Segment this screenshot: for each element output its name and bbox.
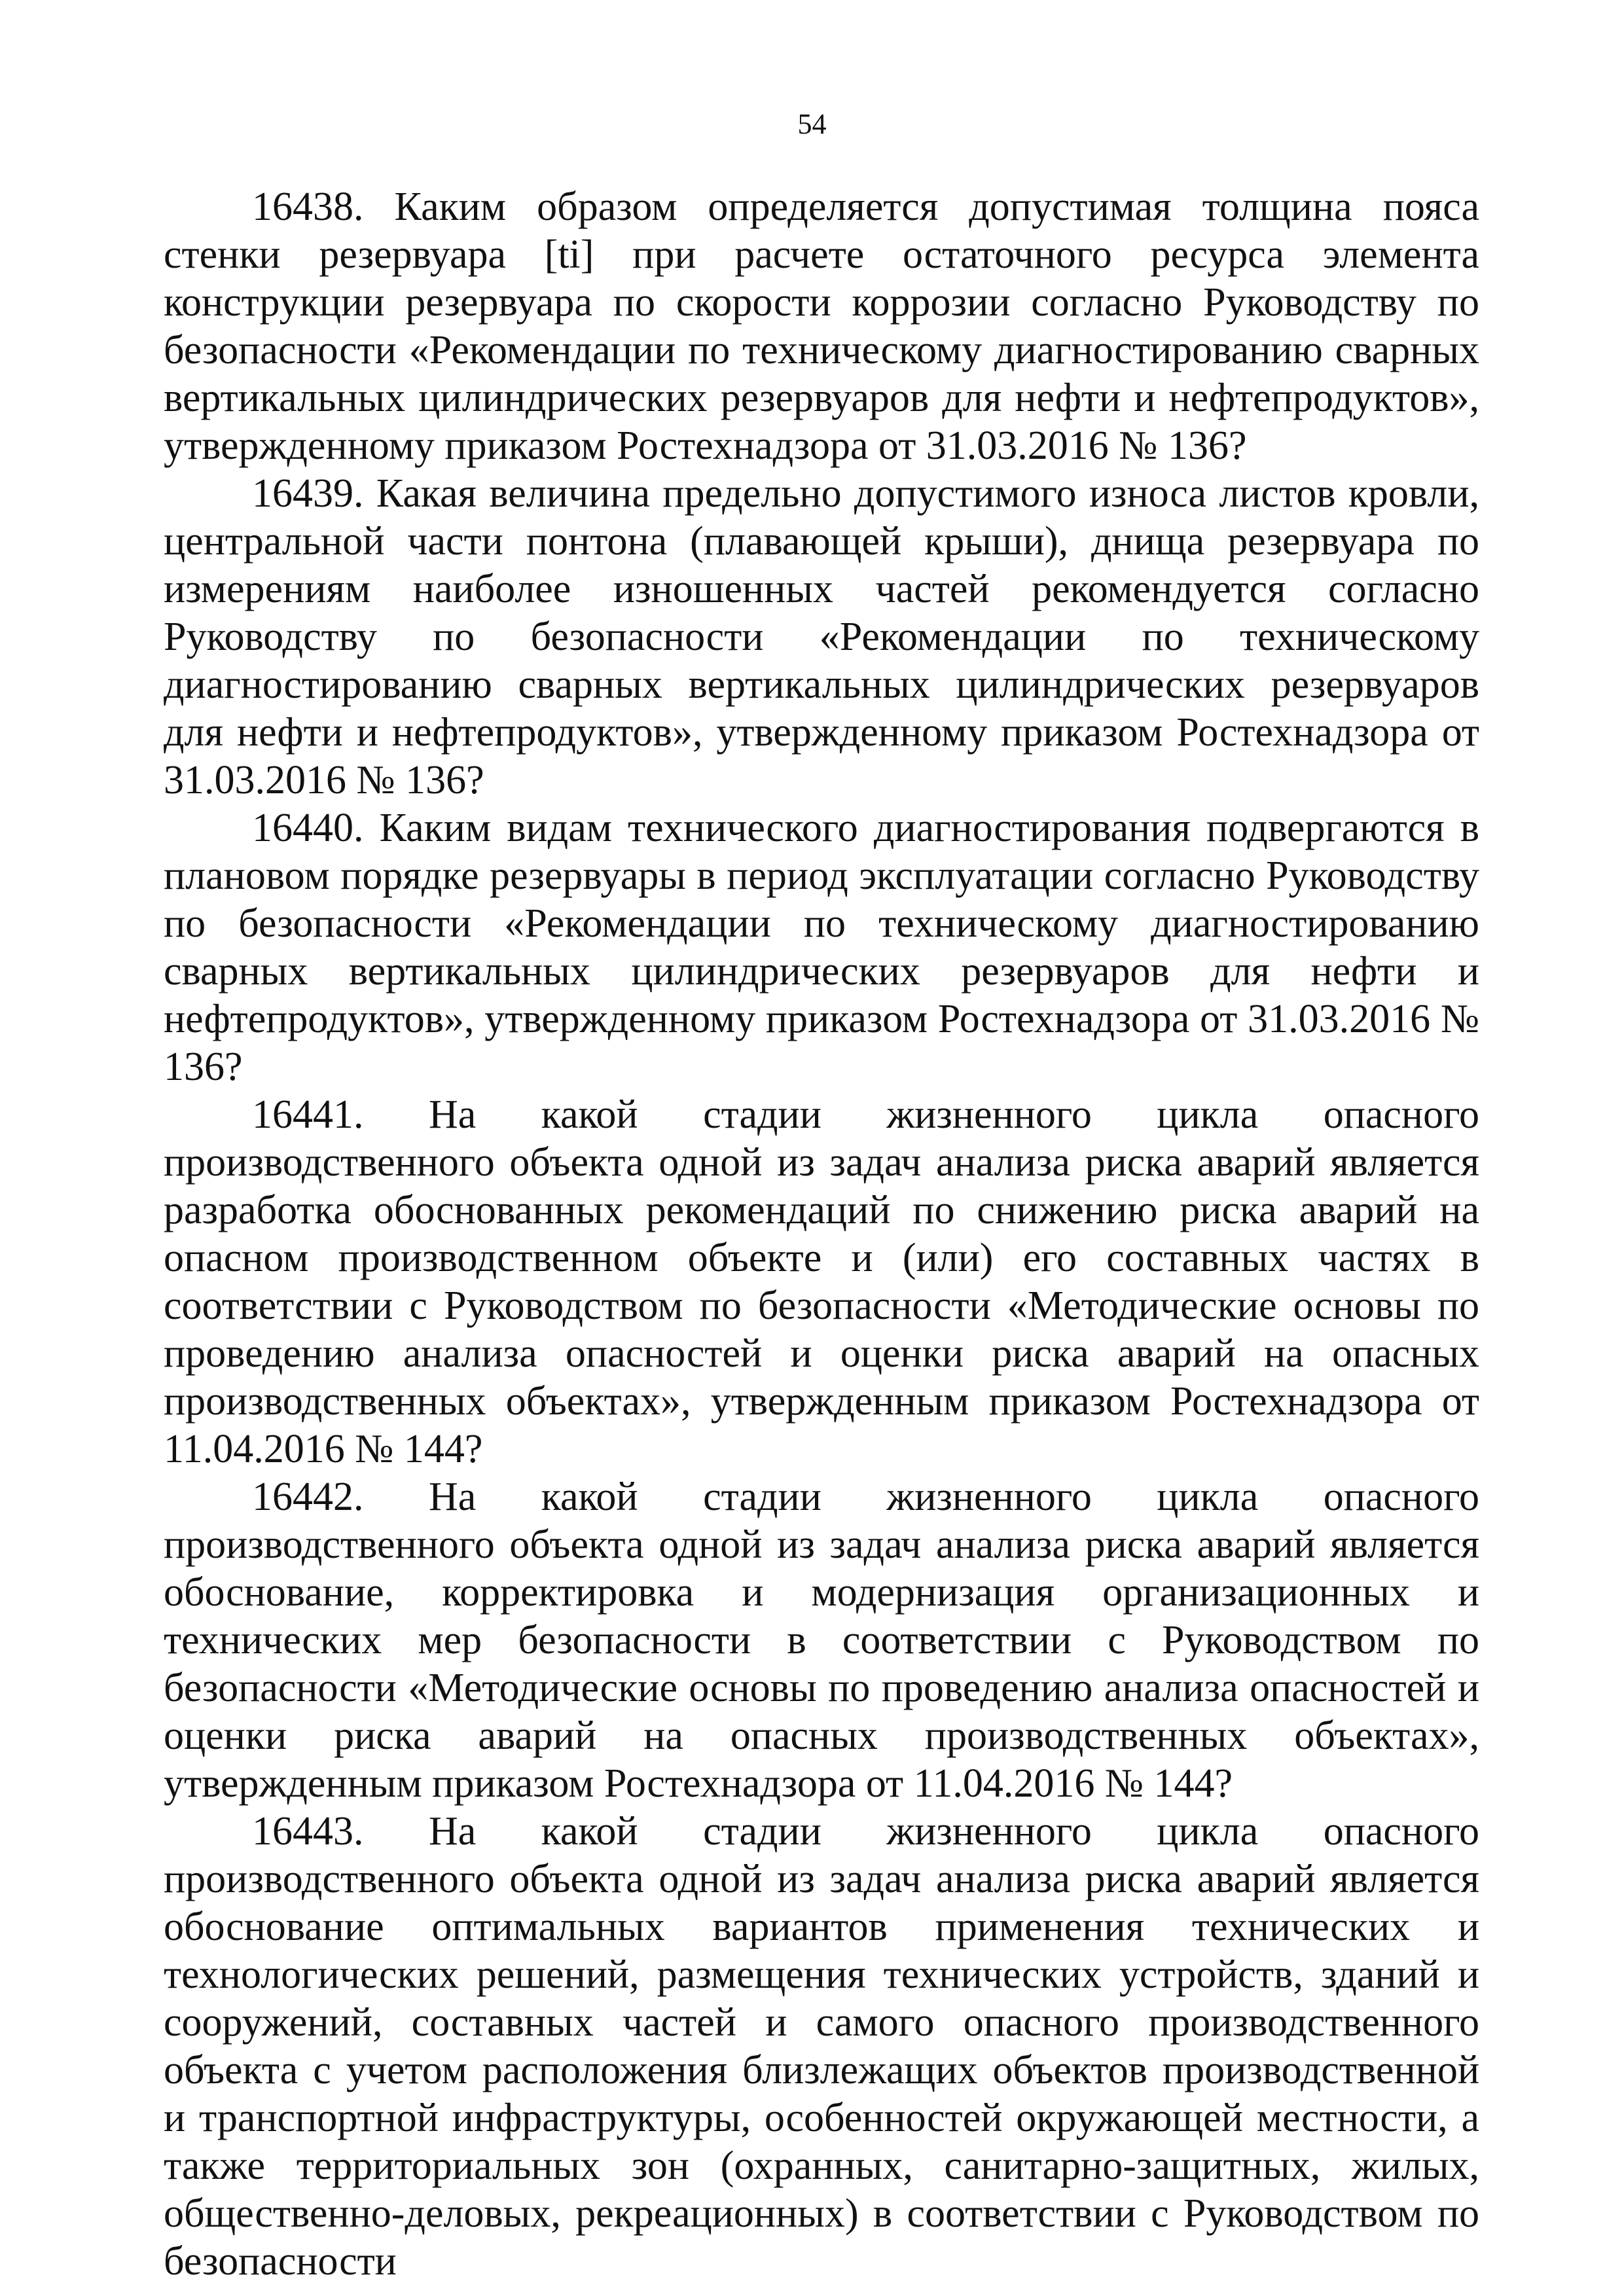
question-16438 <box>164 183 1479 470</box>
document-body <box>164 183 1479 2286</box>
question-text: Каким видам технического диагностирования подвергаются в плановом порядке резервуары в период эксплуатации согласно Руководству по безопасности «Рекомендации по техническому диагностированию сварных вертикальных цилиндрических резервуаров для нефти и нефтепродуктов», утвержденному приказом Ростехнадзора от 31.03.2016 № 136? <box>164 806 1479 1089</box>
question-number: 16443. <box>252 1809 364 1854</box>
question-number: 16440. <box>252 806 364 850</box>
question-16443 <box>164 1808 1479 2286</box>
question-number: 16442. <box>252 1475 364 1519</box>
question-text: Какая величина предельно допустимого износа листов кровли, центральной части понтона (плавающей крыши), днища резервуара по измерениям наиболее изношенных частей рекомендуется согласно Руководству по безопасности «Рекомендации по техническому диагностированию сварных вертикальных цилиндрических резервуаров для нефти и нефтепродуктов», утвержденному приказом Ростехнадзора от 31.03.2016 № 136? <box>164 471 1480 802</box>
question-number: 16441. <box>252 1092 364 1137</box>
question-text: На какой стадии жизненного цикла опасного производственного объекта одной из задач анализа риска аварий является обоснование оптимальных вариантов применения технических и технологических решений, размещения технических устройств, зданий и сооружений, составных частей и самого опасного производственного объекта с учетом расположения близлежащих объектов производственной и транспортной инфраструктуры, особенностей окружающей местности, а также территориальных зон (охранных, санитарно-защитных, жилых, общественно-деловых, рекреационных) в соответствии с Руководством по безопасности <box>164 1809 1479 2284</box>
question-number: 16438. <box>252 185 364 229</box>
question-16442 <box>164 1473 1479 1808</box>
page-number: 54 <box>797 108 827 140</box>
question-number: 16439. <box>252 471 364 516</box>
question-text: Каким образом определяется допустимая толщина пояса стенки резервуара [ti] при расчете остаточного ресурса элемента конструкции резервуара по скорости коррозии согласно Руководству по безопасности «Рекомендации по техническому диагностированию сварных вертикальных цилиндрических резервуаров для нефти и нефтепродуктов», утвержденному приказом Ростехнадзора от 31.03.2016 № 136? <box>164 185 1479 468</box>
question-text: На какой стадии жизненного цикла опасного производственного объекта одной из задач анализа риска аварий является разработка обоснованных рекомендаций по снижению риска аварий на опасном производственном объекте и (или) его составных частях в соответствии с Руководством по безопасности «Методические основы по проведению анализа опасностей и оценки риска аварий на опасных производственных объектах», утвержденным приказом Ростехнадзора от 11.04.2016 № 144? <box>164 1092 1479 1471</box>
question-16441 <box>164 1091 1479 1473</box>
question-text: На какой стадии жизненного цикла опасного производственного объекта одной из задач анализа риска аварий является обоснование, корректировка и модернизация организационных и технических мер безопасности в соответствии с Руководством по безопасности «Методические основы по проведению анализа опасностей и оценки риска аварий на опасных производственных объектах», утвержденным приказом Ростехнадзора от 11.04.2016 № 144? <box>164 1475 1479 1806</box>
question-16440 <box>164 804 1479 1091</box>
question-16439 <box>164 470 1479 804</box>
